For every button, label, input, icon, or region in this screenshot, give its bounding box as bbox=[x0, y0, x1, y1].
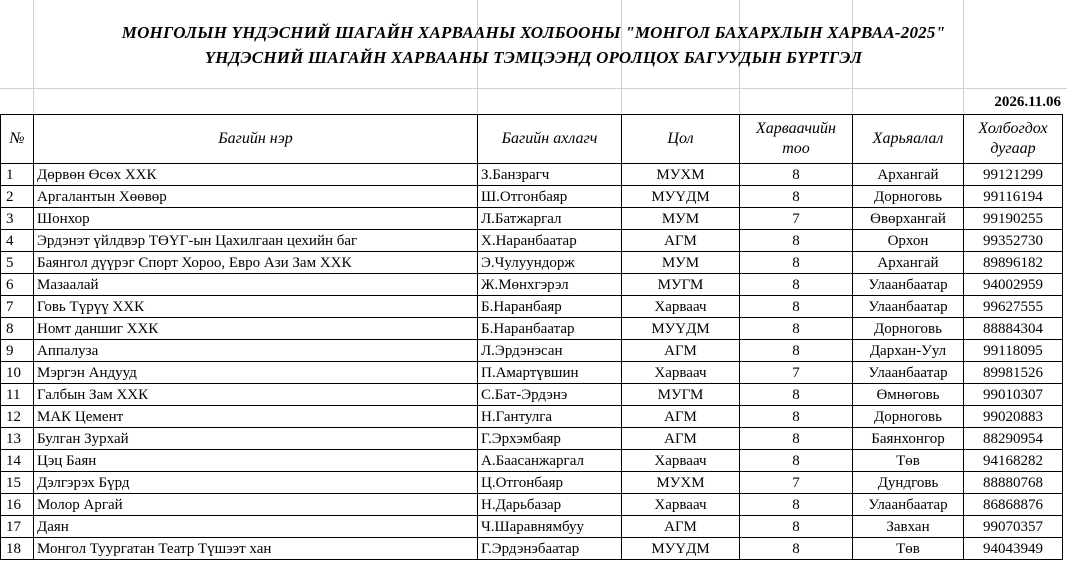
cell-num: 18 bbox=[1, 538, 34, 560]
cell-num: 1 bbox=[1, 164, 34, 186]
cell-num: 10 bbox=[1, 362, 34, 384]
header-row bbox=[1, 115, 1063, 164]
cell-team-name: Мазаалай bbox=[34, 274, 478, 296]
table-row bbox=[1, 516, 1063, 538]
table-row bbox=[1, 208, 1063, 230]
cell-archer-count: 8 bbox=[740, 164, 853, 186]
cell-phone: 99627555 bbox=[964, 296, 1063, 318]
cell-phone: 99020883 bbox=[964, 406, 1063, 428]
cell-leader: С.Бат-Эрдэнэ bbox=[478, 384, 622, 406]
cell-rank: АГМ bbox=[622, 406, 740, 428]
cell-num: 7 bbox=[1, 296, 34, 318]
col-header-region: Харьяалал bbox=[853, 115, 964, 164]
table-row bbox=[1, 296, 1063, 318]
cell-rank: АГМ bbox=[622, 340, 740, 362]
cell-region: Өвөрхангай bbox=[853, 208, 964, 230]
cell-num: 4 bbox=[1, 230, 34, 252]
cell-archer-count: 8 bbox=[740, 494, 853, 516]
col-header-leader: Багийн ахлагч bbox=[478, 115, 622, 164]
cell-team-name: Дэлгэрэх Бүрд bbox=[34, 472, 478, 494]
table-row bbox=[1, 186, 1063, 208]
cell-team-name: Баянгол дүүрэг Спорт Хороо, Евро Ази Зам ХХК bbox=[34, 252, 478, 274]
table-row bbox=[1, 384, 1063, 406]
cell-team-name: Аргалантын Хөөвөр bbox=[34, 186, 478, 208]
cell-region: Баянхонгор bbox=[853, 428, 964, 450]
table-row bbox=[1, 538, 1063, 560]
cell-leader: Б.Наранбаатар bbox=[478, 318, 622, 340]
cell-rank: АГМ bbox=[622, 230, 740, 252]
table-row bbox=[1, 428, 1063, 450]
cell-team-name: Даян bbox=[34, 516, 478, 538]
cell-num: 16 bbox=[1, 494, 34, 516]
cell-rank: МУМ bbox=[622, 208, 740, 230]
cell-rank: МУҮДМ bbox=[622, 538, 740, 560]
cell-region: Улаанбаатар bbox=[853, 362, 964, 384]
cell-rank: МУГМ bbox=[622, 274, 740, 296]
document-date: 2026.11.06 bbox=[994, 94, 1061, 110]
cell-leader: Ж.Мөнхгэрэл bbox=[478, 274, 622, 296]
cell-region: Дорноговь bbox=[853, 318, 964, 340]
col-header-team: Багийн нэр bbox=[34, 115, 478, 164]
cell-team-name: Булган Зурхай bbox=[34, 428, 478, 450]
cell-phone: 88880768 bbox=[964, 472, 1063, 494]
cell-leader: Ц.Отгонбаяр bbox=[478, 472, 622, 494]
cell-num: 6 bbox=[1, 274, 34, 296]
cell-archer-count: 8 bbox=[740, 252, 853, 274]
cell-phone: 88884304 bbox=[964, 318, 1063, 340]
cell-team-name: Эрдэнэт үйлдвэр ТӨҮГ-ын Цахилгаан цехийн баг bbox=[34, 230, 478, 252]
cell-rank: МУҮДМ bbox=[622, 318, 740, 340]
cell-leader: Ш.Отгонбаяр bbox=[478, 186, 622, 208]
cell-num: 2 bbox=[1, 186, 34, 208]
cell-rank: Харваач bbox=[622, 494, 740, 516]
cell-region: Дархан-Уул bbox=[853, 340, 964, 362]
cell-leader: Б.Наранбаяр bbox=[478, 296, 622, 318]
cell-archer-count: 7 bbox=[740, 362, 853, 384]
cell-leader: А.Баасанжаргал bbox=[478, 450, 622, 472]
cell-phone: 88290954 bbox=[964, 428, 1063, 450]
cell-num: 3 bbox=[1, 208, 34, 230]
cell-rank: МУХМ bbox=[622, 164, 740, 186]
cell-num: 14 bbox=[1, 450, 34, 472]
col-header-archers: Харваачийн тоо bbox=[740, 115, 853, 164]
cell-phone: 99190255 bbox=[964, 208, 1063, 230]
cell-num: 13 bbox=[1, 428, 34, 450]
cell-rank: МУХМ bbox=[622, 472, 740, 494]
table-row bbox=[1, 362, 1063, 384]
cell-team-name: Цэц Баян bbox=[34, 450, 478, 472]
cell-leader: П.Амартүвшин bbox=[478, 362, 622, 384]
cell-phone: 99352730 bbox=[964, 230, 1063, 252]
col-header-rank: Цол bbox=[622, 115, 740, 164]
cell-leader: Л.Батжаргал bbox=[478, 208, 622, 230]
cell-archer-count: 8 bbox=[740, 450, 853, 472]
cell-team-name: МАК Цемент bbox=[34, 406, 478, 428]
cell-rank: АГМ bbox=[622, 516, 740, 538]
cell-phone: 99118095 bbox=[964, 340, 1063, 362]
grid-line bbox=[0, 88, 1067, 89]
table-row bbox=[1, 274, 1063, 296]
cell-phone: 86868876 bbox=[964, 494, 1063, 516]
table-row bbox=[1, 406, 1063, 428]
cell-team-name: Номт даншиг ХХК bbox=[34, 318, 478, 340]
cell-archer-count: 8 bbox=[740, 186, 853, 208]
cell-phone: 94168282 bbox=[964, 450, 1063, 472]
cell-region: Завхан bbox=[853, 516, 964, 538]
cell-archer-count: 8 bbox=[740, 318, 853, 340]
cell-leader: Г.Эрдэнэбаатар bbox=[478, 538, 622, 560]
cell-region: Улаанбаатар bbox=[853, 296, 964, 318]
cell-num: 9 bbox=[1, 340, 34, 362]
cell-leader: Л.Эрдэнэсан bbox=[478, 340, 622, 362]
table-row bbox=[1, 318, 1063, 340]
cell-region: Дорноговь bbox=[853, 186, 964, 208]
cell-num: 8 bbox=[1, 318, 34, 340]
cell-rank: МУМ bbox=[622, 252, 740, 274]
cell-region: Төв bbox=[853, 450, 964, 472]
table-row bbox=[1, 340, 1063, 362]
cell-phone: 89896182 bbox=[964, 252, 1063, 274]
title-line-2: ҮНДЭСНИЙ ШАГАЙН ХАРВААНЫ ТЭМЦЭЭНД ОРОЛЦОХ БАГУУДЫН БҮРТГЭЛ bbox=[204, 48, 863, 67]
cell-region: Орхон bbox=[853, 230, 964, 252]
cell-archer-count: 7 bbox=[740, 472, 853, 494]
cell-archer-count: 8 bbox=[740, 296, 853, 318]
title-line-1: МОНГОЛЫН ҮНДЭСНИЙ ШАГАЙН ХАРВААНЫ ХОЛБООНЫ "МОНГОЛ БАХАРХЛЫН ХАРВАА-2025" bbox=[121, 23, 946, 42]
cell-phone: 99121299 bbox=[964, 164, 1063, 186]
cell-team-name: Монгол Туургатан Театр Түшээт хан bbox=[34, 538, 478, 560]
cell-phone: 94043949 bbox=[964, 538, 1063, 560]
cell-team-name: Галбын Зам ХХК bbox=[34, 384, 478, 406]
cell-team-name: Молор Аргай bbox=[34, 494, 478, 516]
cell-archer-count: 8 bbox=[740, 406, 853, 428]
cell-num: 5 bbox=[1, 252, 34, 274]
cell-region: Улаанбаатар bbox=[853, 274, 964, 296]
cell-rank: Харваач bbox=[622, 296, 740, 318]
cell-leader: Н.Дарьбазар bbox=[478, 494, 622, 516]
cell-leader: Х.Наранбаатар bbox=[478, 230, 622, 252]
cell-region: Дундговь bbox=[853, 472, 964, 494]
cell-phone: 99070357 bbox=[964, 516, 1063, 538]
cell-phone: 99116194 bbox=[964, 186, 1063, 208]
table-row bbox=[1, 164, 1063, 186]
cell-leader: Г.Эрхэмбаяр bbox=[478, 428, 622, 450]
cell-team-name: Говь Түрүү ХХК bbox=[34, 296, 478, 318]
cell-team-name: Дөрвөн Өсөх ХХК bbox=[34, 164, 478, 186]
cell-rank: Харваач bbox=[622, 450, 740, 472]
cell-rank: Харваач bbox=[622, 362, 740, 384]
cell-archer-count: 8 bbox=[740, 340, 853, 362]
table-row bbox=[1, 472, 1063, 494]
col-header-num: № bbox=[1, 115, 34, 164]
cell-phone: 89981526 bbox=[964, 362, 1063, 384]
cell-region: Төв bbox=[853, 538, 964, 560]
table-row bbox=[1, 230, 1063, 252]
cell-region: Дорноговь bbox=[853, 406, 964, 428]
table-row bbox=[1, 494, 1063, 516]
cell-region: Улаанбаатар bbox=[853, 494, 964, 516]
cell-rank: МУҮДМ bbox=[622, 186, 740, 208]
col-header-phone: Холбогдох дугаар bbox=[964, 115, 1063, 164]
cell-leader: Н.Гантулга bbox=[478, 406, 622, 428]
cell-region: Архангай bbox=[853, 252, 964, 274]
cell-leader: Э.Чулуундорж bbox=[478, 252, 622, 274]
cell-region: Өмнөговь bbox=[853, 384, 964, 406]
cell-archer-count: 8 bbox=[740, 274, 853, 296]
cell-team-name: Шонхор bbox=[34, 208, 478, 230]
cell-region: Архангай bbox=[853, 164, 964, 186]
table-row bbox=[1, 450, 1063, 472]
cell-team-name: Мэргэн Андууд bbox=[34, 362, 478, 384]
cell-archer-count: 8 bbox=[740, 538, 853, 560]
cell-archer-count: 8 bbox=[740, 230, 853, 252]
cell-archer-count: 8 bbox=[740, 516, 853, 538]
cell-team-name: Аппалуза bbox=[34, 340, 478, 362]
cell-num: 12 bbox=[1, 406, 34, 428]
cell-rank: МУГМ bbox=[622, 384, 740, 406]
cell-rank: АГМ bbox=[622, 428, 740, 450]
cell-archer-count: 8 bbox=[740, 384, 853, 406]
cell-archer-count: 8 bbox=[740, 428, 853, 450]
cell-leader: Ч.Шаравнямбуу bbox=[478, 516, 622, 538]
cell-phone: 99010307 bbox=[964, 384, 1063, 406]
cell-leader: З.Банзрагч bbox=[478, 164, 622, 186]
cell-num: 17 bbox=[1, 516, 34, 538]
table-row bbox=[1, 252, 1063, 274]
cell-num: 15 bbox=[1, 472, 34, 494]
cell-num: 11 bbox=[1, 384, 34, 406]
cell-archer-count: 7 bbox=[740, 208, 853, 230]
cell-phone: 94002959 bbox=[964, 274, 1063, 296]
registration-table bbox=[0, 114, 1063, 560]
